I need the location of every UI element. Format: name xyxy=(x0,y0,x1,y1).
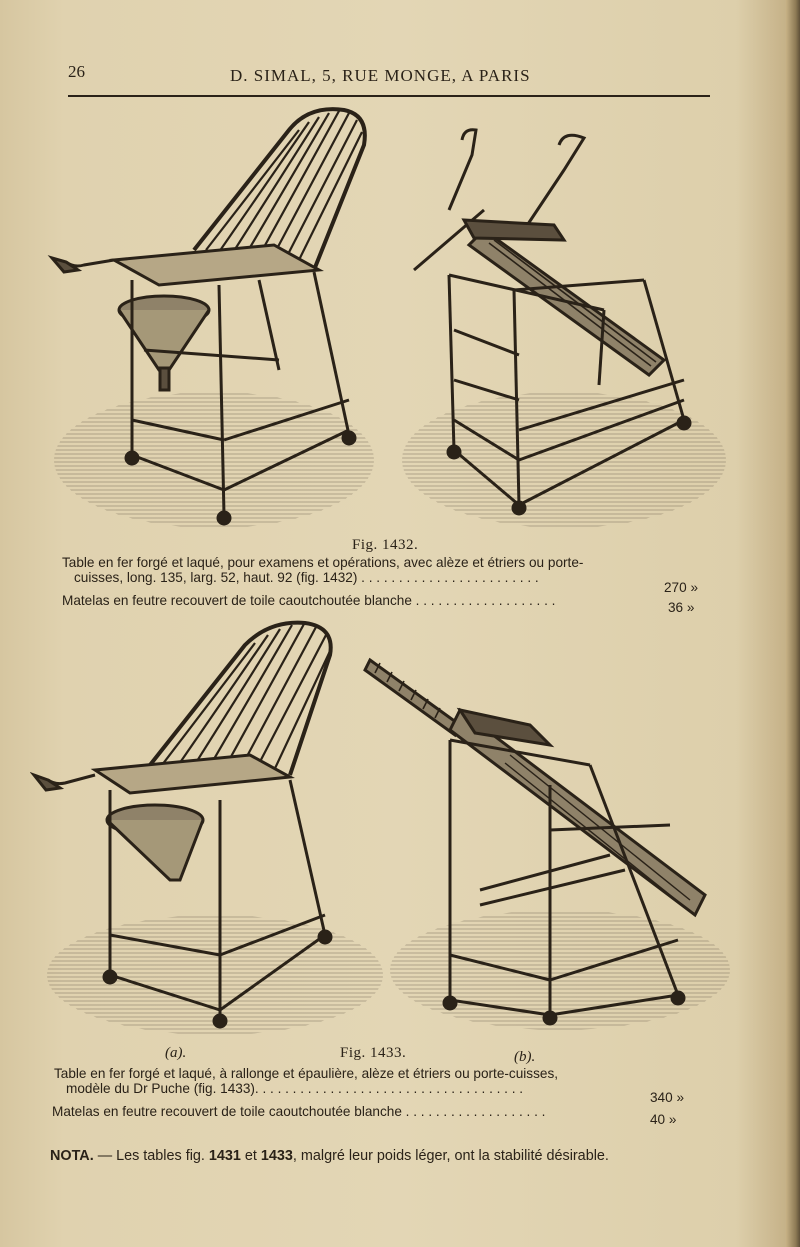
nota-text: — Les tables fig. xyxy=(93,1148,209,1164)
fig-1433-item2-price: 40 » xyxy=(650,1112,677,1127)
fig-1432-caption: Fig. 1432. xyxy=(352,537,419,553)
fig-1433-item1-line2: modèle du Dr Puche (fig. 1433). . . . . . . . . . . . . . . . . . . . . . . . . . . . . . . . . . . . xyxy=(66,1081,524,1096)
page-header xyxy=(68,62,710,96)
fig-1432-item1-line2: cuisses, long. 135, larg. 52, haut. 92 (fig. 1432) . . . . . . . . . . . . . . . . . . . . . . . . xyxy=(74,570,539,585)
fig-1433-item1-price: 340 » xyxy=(650,1090,685,1105)
fig-1433-illustration xyxy=(30,615,730,1045)
floor-shadow-right xyxy=(402,392,726,528)
fig-1432-illustration xyxy=(44,100,734,540)
fig-1433-sub-a: (a). xyxy=(165,1045,187,1061)
running-head: D. SIMAL, 5, RUE MONGE, A PARIS xyxy=(230,66,531,85)
nota-end: , malgré leur poids léger, ont la stabilité désirable. xyxy=(292,1148,609,1164)
page-number: 26 xyxy=(68,62,85,81)
book-spine-edge xyxy=(786,0,800,1247)
nota-fig-1433: 1433 xyxy=(260,1148,293,1164)
fig-1432-item2-price: 36 » xyxy=(668,600,695,615)
nota-label: NOTA. xyxy=(50,1148,94,1164)
fig-1432-item1-price: 270 » xyxy=(664,580,699,595)
nota-fig-1431: 1431 xyxy=(208,1148,241,1164)
fig-1432-item2-line: Matelas en feutre recouvert de toile caoutchoutée blanche . . . . . . . . . . . . . . . . . . . xyxy=(62,593,556,608)
nota-line xyxy=(50,1148,609,1164)
floor-shadow-left xyxy=(54,392,374,528)
fig-1433-item1-line1: Table en fer forgé et laqué, à rallonge et épaulière, alèze et étriers ou porte-cuisses, xyxy=(54,1066,559,1081)
header-rule xyxy=(68,95,710,97)
fig-1433-item2-line: Matelas en feutre recouvert de toile caoutchoutée blanche . . . . . . . . . . . . . . . . . . . xyxy=(52,1104,546,1119)
nota-mid: et xyxy=(240,1148,261,1164)
fig-1432-item1-line1: Table en fer forgé et laqué, pour examens et opérations, avec alèze et étriers ou porte- xyxy=(62,555,584,570)
fig-1433-sub-b: (b). xyxy=(514,1049,536,1065)
fig-1433-caption: Fig. 1433. xyxy=(340,1045,407,1061)
